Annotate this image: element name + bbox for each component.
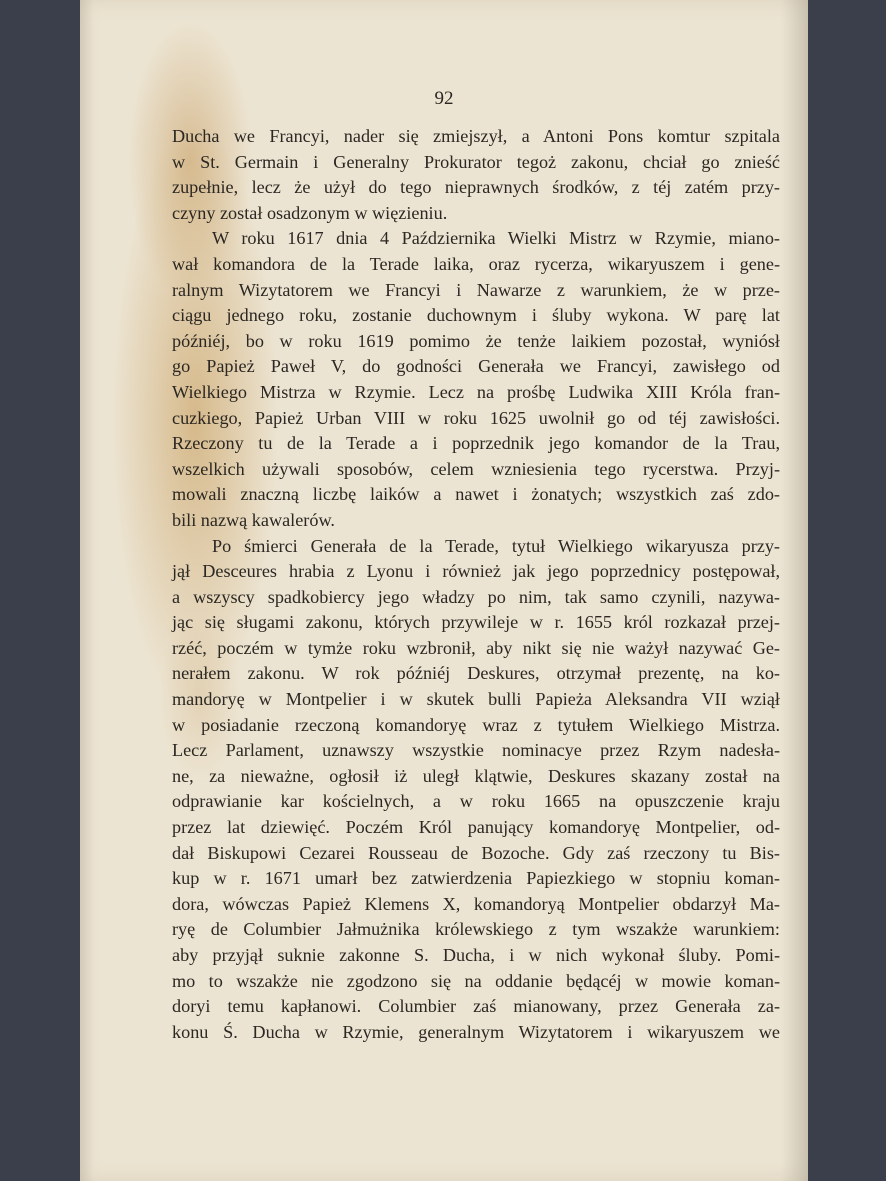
text-line: ralnym Wizytatorem we Francyi i Nawarze z warunkiem, że w prze- <box>172 279 780 300</box>
text-line: aby przyjął suknie zakonne S. Ducha, i w nich wykonał śluby. Pomi- <box>172 945 780 965</box>
text-line: a wszyscy spadkobiercy jego władzy po nim, tak samo czynili, nazywa- <box>172 586 780 607</box>
text-line: Ducha we Francyi, nader się zmiejszył, a Antoni Pons komtur szpitala <box>172 126 780 146</box>
text-line: kup w r. 1671 umarł bez zatwierdzenia Papiezkiego w stopniu koman- <box>172 868 780 889</box>
text-line: Wielkiego Mistrza w Rzymie. Lecz na prośbę Ludwika XIII Króla fran- <box>172 381 780 402</box>
book-page <box>80 0 808 1181</box>
text-line: mo to wszakże nie zgodzono się na oddanie będącéj w mowie koman- <box>172 970 780 991</box>
text-line: cuzkiego, Papież Urban VIII w roku 1625 uwolnił go od téj zawisłości. <box>172 407 780 428</box>
text-line: odprawianie kar kościelnych, a w roku 1665 na opuszczenie kraju <box>172 791 780 812</box>
text-line: rzéć, poczém w tymże roku wzbronił, aby nikt się nie ważył nazywać Ge- <box>172 637 780 658</box>
text-line: mowali znaczną liczbę laików a nawet i żonatych; wszystkich zaś zdo- <box>172 484 780 505</box>
text-line: mandoryę w Montpelier i w skutek bulli Papieża Aleksandra VII wziął <box>172 689 780 710</box>
text-line: późniéj, bo w roku 1619 pomimo że tenże laikiem pozostał, wyniósł <box>172 330 780 351</box>
text-line: ciągu jednego roku, zostanie duchownym i śluby wykona. W parę lat <box>172 305 780 326</box>
text-line: w St. Germain i Generalny Prokurator tegoż zakonu, chciał go znieść <box>172 151 780 172</box>
text-line: ne, za nieważne, ogłosił iż uległ klątwie, Deskures skazany został na <box>172 765 780 786</box>
text-line: przez lat dziewięć. Poczém Król panujący komandoryę Montpelier, od- <box>172 817 780 838</box>
text-line: czyny został osadzonym w więzieniu. <box>172 202 448 223</box>
text-line: W roku 1617 dnia 4 Października Wielki Mistrz w Rzymie, miano- <box>212 228 780 249</box>
text-line: jąc się sługami zakonu, których przywileje w r. 1655 król rozkazał przej- <box>172 612 780 633</box>
text-line: jął Desceures hrabia z Lyonu i również jak jego poprzednicy postępował, <box>172 561 780 582</box>
text-line: konu Ś. Ducha w Rzymie, generalnym Wizytatorem i wikaryuszem we <box>172 1021 780 1042</box>
text-line: bili nazwą kawalerów. <box>172 509 335 530</box>
text-line: doryi temu kapłanowi. Columbier zaś mianowany, przez Generała za- <box>172 996 780 1017</box>
text-line: wał komandora de la Terade laika, oraz rycerza, wikaryuszem i gene- <box>172 253 780 274</box>
text-line: nerałem zakonu. W rok późniéj Deskures, otrzymał prezentę, na ko- <box>172 663 780 684</box>
text-line: dora, wówczas Papież Klemens X, komandoryą Montpelier obdarzył Ma- <box>172 893 780 914</box>
text-line: ryę de Columbier Jałmużnika królewskiego z tym wszakże warunkiem: <box>172 919 780 940</box>
text-line: Rzeczony tu de la Terade a i poprzednik jego komandor de la Trau, <box>172 433 780 454</box>
text-line: Lecz Parlament, uznawszy wszystkie nominacye przez Rzym nadesła- <box>172 740 780 761</box>
text-line: wszelkich używali sposobów, celem wzniesienia tego rycerstwa. Przyj- <box>172 458 780 479</box>
page-text <box>172 124 780 1045</box>
text-line: Po śmierci Generała de la Terade, tytuł Wielkiego wikaryusza przy- <box>212 535 780 556</box>
text-line: zupełnie, lecz że użył do tego nieprawnych środków, z téj zatém przy- <box>172 177 780 198</box>
page-number: 92 <box>434 88 454 109</box>
text-line: dał Biskupowi Cezarei Rousseau de Bozoche. Gdy zaś rzeczony tu Bis- <box>172 842 780 863</box>
text-line: go Papież Paweł V, do godności Generała we Francyi, zawisłego od <box>172 356 780 377</box>
text-line: w posiadanie rzeczoną komandoryę wraz z tytułem Wielkiego Mistrza. <box>172 714 780 735</box>
